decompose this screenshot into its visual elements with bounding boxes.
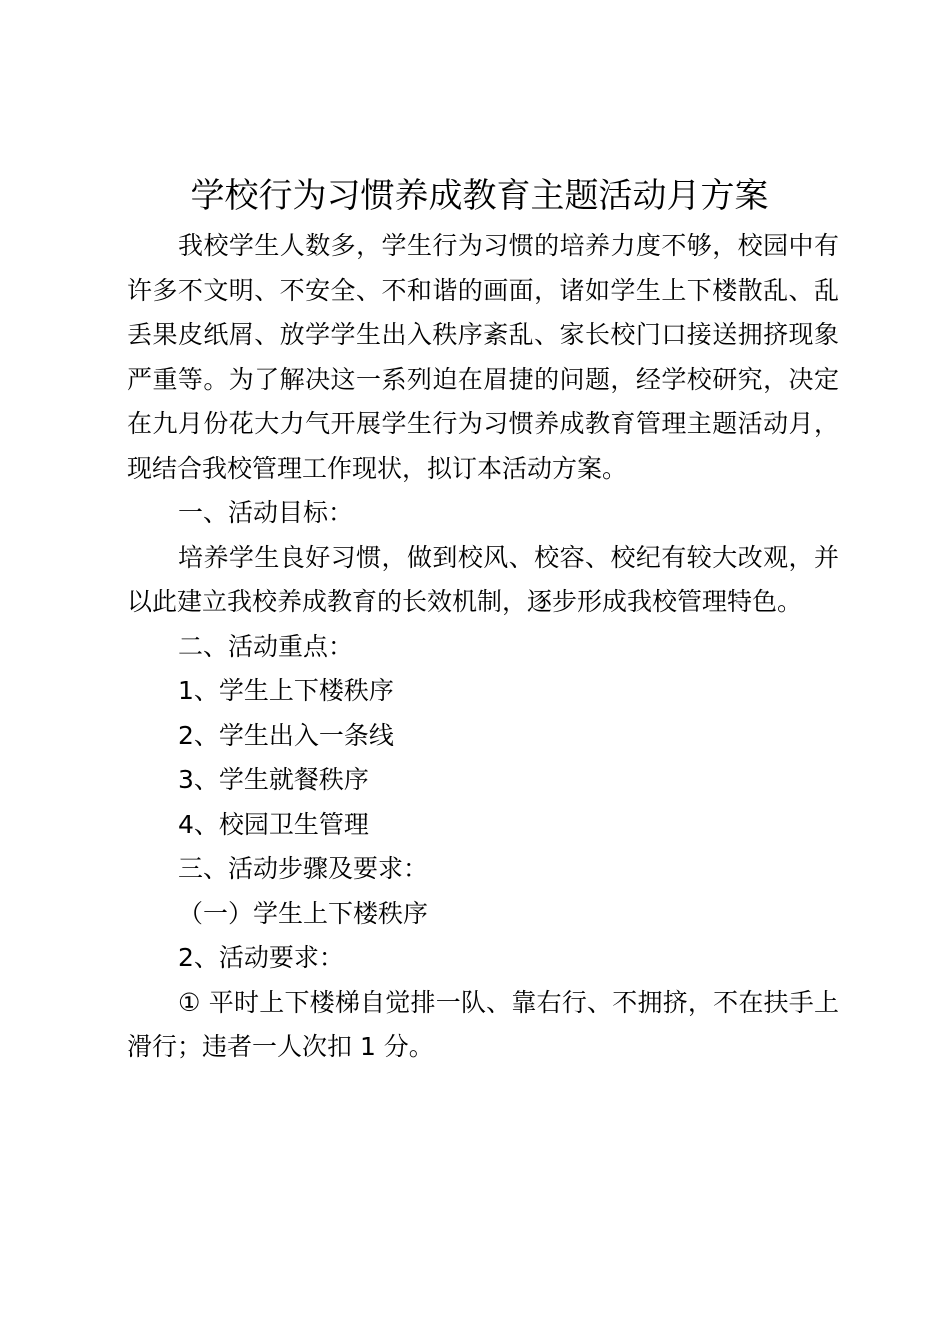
goals-paragraph: 培养学生良好习惯，做到校风、校容、校纪有较大改观，并以此建立我校养成教育的长效机制，逐步形成我校管理特色。 (127, 542, 839, 616)
document-body (127, 224, 839, 1070)
document-title: 学校行为习惯养成教育主题活动月方案 (190, 176, 769, 216)
section-heading-goals: 一、活动目标： (178, 498, 354, 527)
focus-item: 2、学生出入一条线 (178, 720, 394, 750)
intro-paragraph: 我校学生人数多，学生行为习惯的培养力度不够，校园中有许多不文明、不安全、不和谐的画面，诸如学生上下楼散乱、乱丢果皮纸屑、放学学生出入秩序紊乱、家长校门口接送拥挤现象严重等。为了解决这一系列迫在眉捷的问题，经学校研究，决定在九月份花大力气开展学生行为习惯养成教育管理主题活动月，现结合我校管理工作现状，拟订本活动方案。 (127, 231, 839, 483)
subsection-heading: （一）学生上下楼秩序 (178, 898, 429, 928)
requirement-item: ① 平时上下楼梯自觉排一队、靠右行、不拥挤，不在扶手上滑行；违者一人次扣 1 分。 (127, 987, 839, 1061)
section-heading-focus: 二、活动重点： (178, 631, 354, 661)
focus-item: 4、校园卫生管理 (178, 809, 369, 839)
requirements-heading: 2、活动要求： (178, 943, 344, 972)
focus-item: 3、学生就餐秩序 (178, 765, 369, 794)
focus-item: 1、学生上下楼秩序 (178, 676, 394, 705)
section-heading-steps: 三、活动步骤及要求： (178, 854, 429, 883)
